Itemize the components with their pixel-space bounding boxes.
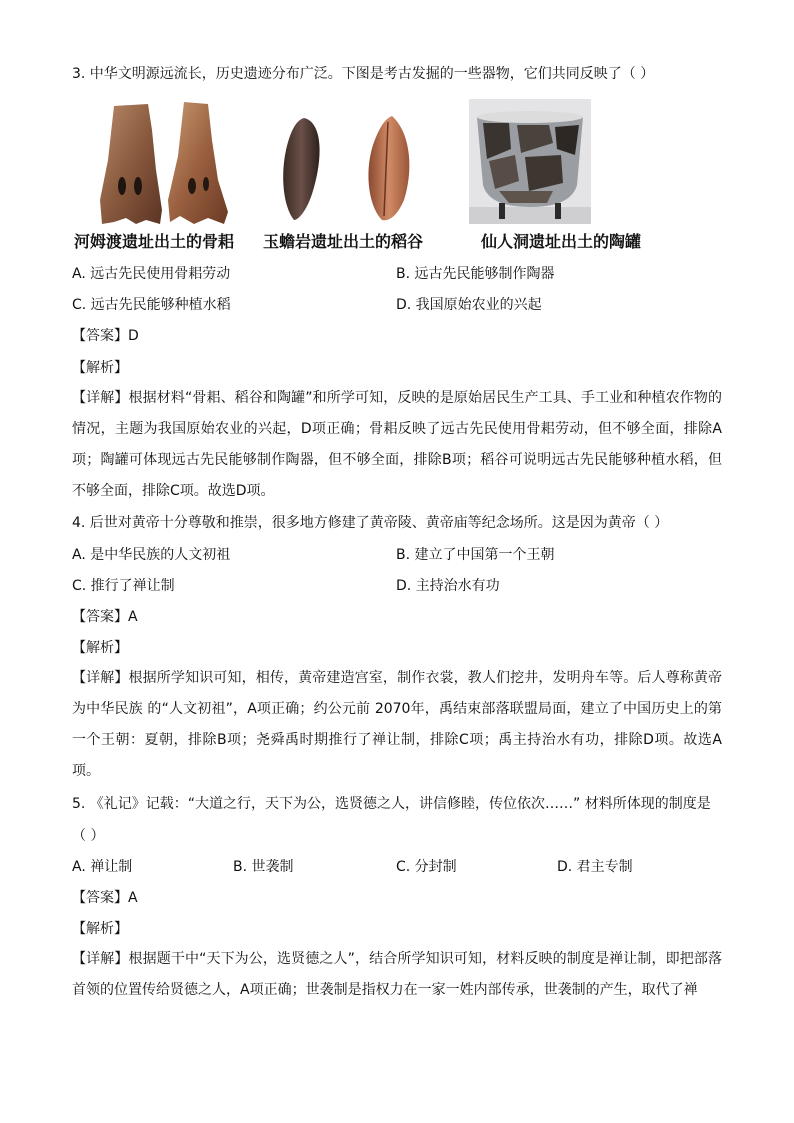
caption-bone-spade: 河姆渡遗址出土的骨耜: [74, 232, 235, 251]
q4-option-a[interactable]: A. 是中华民族的人文初祖: [72, 547, 231, 563]
q3-option-a[interactable]: A. 远古先民使用骨耜劳动: [72, 266, 231, 282]
q4-analysis-label: 【解析】: [72, 640, 128, 656]
q4-answer: 【答案】A: [72, 609, 138, 625]
caption-pottery-jar: 仙人洞遗址出土的陶罐: [481, 232, 642, 251]
q3-answer: 【答案】D: [72, 328, 139, 344]
q3-detail: 【详解】根据材料“骨耜、稻谷和陶罐”和所学可知，反映的是原始居民生产工具、手工业和种植农作物的情况，主题为我国原始农业的兴起，D项正确；骨耜反映了远古先民使用骨耜劳动，但不够全面，排除A项；陶罐可体现远古先民能够制作陶器，但不够全面，排除B项；稻谷可说明远古先民能够种植水稻，但不够全面，排除C项。故选D项。: [72, 390, 722, 499]
q3-option-b[interactable]: B. 远古先民能够制作陶器: [396, 266, 555, 282]
q5-answer: 【答案】A: [72, 890, 138, 906]
q4-option-c[interactable]: C. 推行了禅让制: [72, 578, 175, 594]
q3-stem: 3. 中华文明源远流长，历史遗迹分布广泛。下图是考古发掘的一些器物，它们共同反映了（ ）: [72, 66, 655, 82]
q5-option-d[interactable]: D. 君主专制: [557, 859, 633, 875]
bone-spade-image: [96, 100, 232, 226]
q5-stem: 5. 《礼记》记载：“大道之行，天下为公，选贤德之人，讲信修睦，传位依次……” 材料所体现的制度是: [72, 796, 711, 812]
q5-stem-blank: （ ）: [72, 828, 105, 844]
q5-analysis-label: 【解析】: [72, 921, 128, 937]
q3-analysis-label: 【解析】: [72, 360, 128, 376]
q5-option-b[interactable]: B. 世袭制: [233, 859, 294, 875]
q5-option-c[interactable]: C. 分封制: [396, 859, 457, 875]
q4-detail: 【详解】根据所学知识可知，相传，黄帝建造宫室，制作衣裳，教人们挖井，发明舟车等。后人尊称黄帝为中华民族 的“人文初祖”，A项正确；约公元前 2070年，禹结束部落联盟局面，建立了中国历史上的第一个王朝：夏朝，排除B项；尧舜禹时期推行了禅让制，排除C项；禹主持治水有功，排除D项。故选A项。: [72, 670, 722, 779]
rice-grain-image: [264, 108, 432, 228]
q3-option-d[interactable]: D. 我国原始农业的兴起: [396, 297, 542, 313]
q5-option-a[interactable]: A. 禅让制: [72, 859, 133, 875]
q4-option-b[interactable]: B. 建立了中国第一个王朝: [396, 547, 555, 563]
q4-option-d[interactable]: D. 主持治水有功: [396, 578, 500, 594]
q5-detail: 【详解】根据题干中“天下为公，选贤德之人”，结合所学知识可知，材料反映的制度是禅让制，即把部落首领的位置传给贤德之人，A项正确；世袭制是指权力在一家一姓内部传承，世袭制的产生，取代了禅: [72, 951, 722, 998]
caption-rice-grain: 玉蟾岩遗址出土的稻谷: [263, 232, 424, 251]
pottery-jar-image: [469, 99, 591, 224]
q3-option-c[interactable]: C. 远古先民能够种植水稻: [72, 297, 231, 313]
q4-stem: 4. 后世对黄帝十分尊敬和推崇，很多地方修建了黄帝陵、黄帝庙等纪念场所。这是因为黄帝（ ）: [72, 515, 669, 531]
